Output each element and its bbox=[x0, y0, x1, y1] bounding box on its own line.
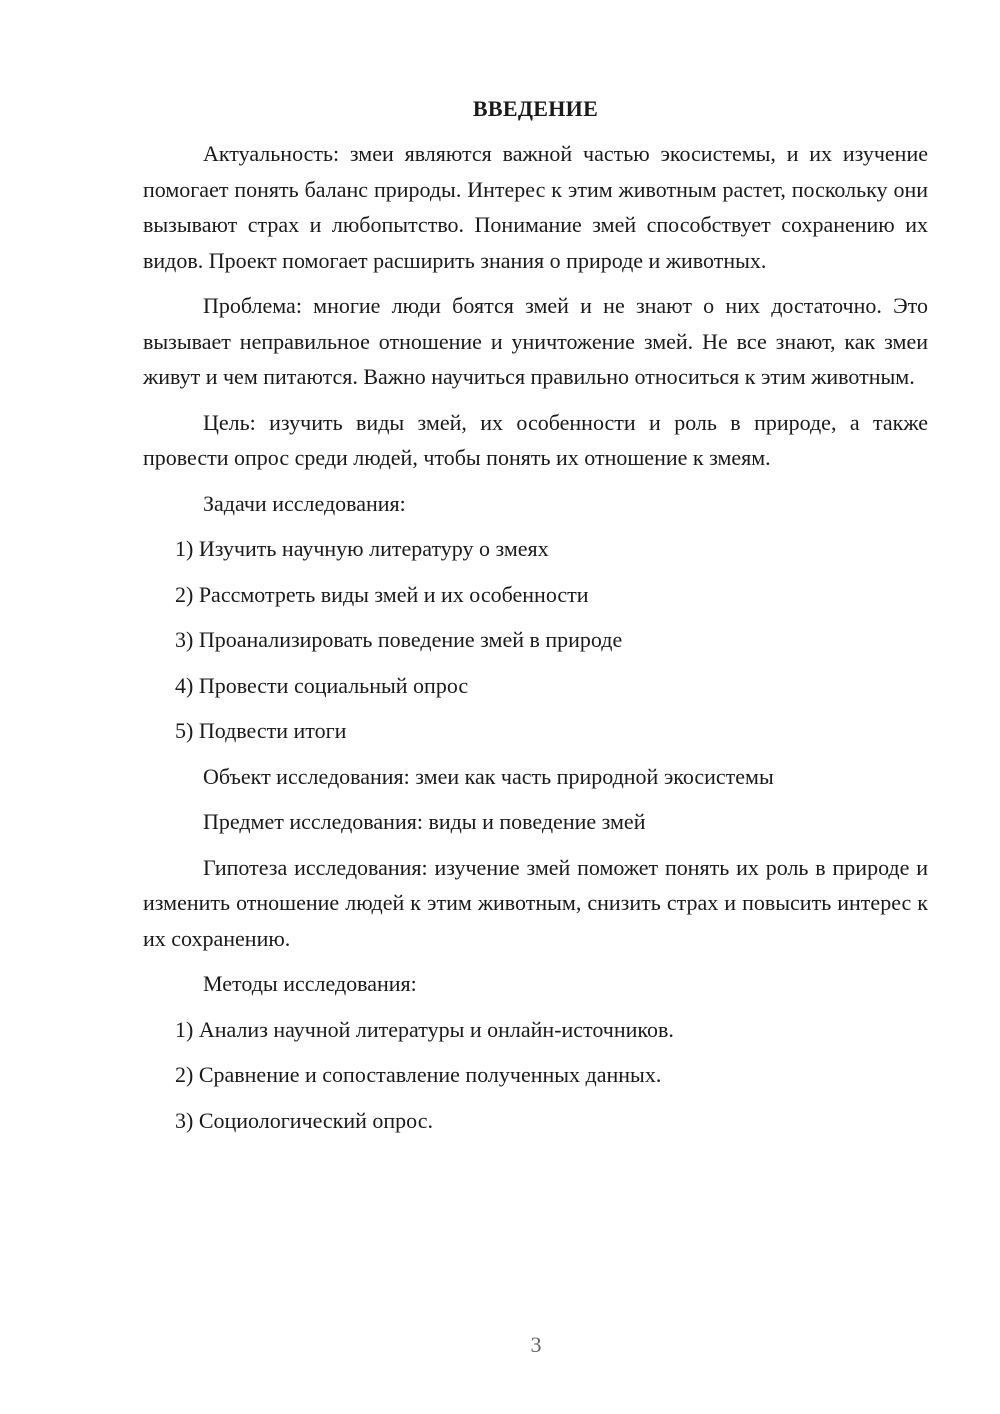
tasks-heading: Задачи исследования: bbox=[203, 490, 406, 516]
list-item: 5) Подвести итоги bbox=[175, 718, 347, 743]
list-item: 2) Сравнение и сопоставление полученных данных. bbox=[175, 1062, 662, 1087]
problem-paragraph: Проблема: многие люди боятся змей и не знают о них достаточно. Это вызывает неправильное отношение и уничтожение змей. Не все знают, как змеи живут и чем питаются. Важно научиться правильно относиться к этим животным. bbox=[143, 293, 928, 389]
list-item: 3) Проанализировать поведение змей в природе bbox=[175, 627, 623, 652]
list-item: 1) Анализ научной литературы и онлайн-источников. bbox=[175, 1016, 674, 1042]
list-item: 3) Социологический опрос. bbox=[175, 1107, 433, 1133]
subject-paragraph: Предмет исследования: виды и поведение змей bbox=[203, 809, 646, 834]
relevance-paragraph: Актуальность: змеи являются важной частью экосистемы, и их изучение помогает понять баланс природы. Интерес к этим животным растет, поскольку они вызывают страх и любопытство. Понимание змей способствует сохранению их видов. Проект помогает расширить знания о природе и животных. bbox=[143, 141, 928, 273]
hypothesis-paragraph: Гипотеза исследования: изучение змей поможет понять их роль в природе и изменить отношение людей к этим животным, снизить страх и повысить интерес к их сохранению. bbox=[143, 854, 928, 951]
methods-list bbox=[143, 1012, 928, 1139]
list-item: 1) Изучить научную литературу о змеях bbox=[175, 536, 549, 561]
object-paragraph: Объект исследования: змеи как часть природной экосистемы bbox=[203, 763, 774, 789]
tasks-list bbox=[143, 531, 928, 749]
list-item: 4) Провести социальный опрос bbox=[175, 672, 469, 698]
section-title: ВВЕДЕНИЕ bbox=[472, 96, 599, 121]
page-number: 3 bbox=[530, 1332, 542, 1357]
list-item: 2) Рассмотреть виды змей и их особенности bbox=[175, 581, 589, 607]
document-page bbox=[143, 94, 928, 1148]
methods-heading: Методы исследования: bbox=[203, 971, 417, 996]
goal-paragraph: Цель: изучить виды змей, их особенности и роль в природе, а также провести опрос среди людей, чтобы понять их отношение к змеям. bbox=[143, 409, 928, 470]
